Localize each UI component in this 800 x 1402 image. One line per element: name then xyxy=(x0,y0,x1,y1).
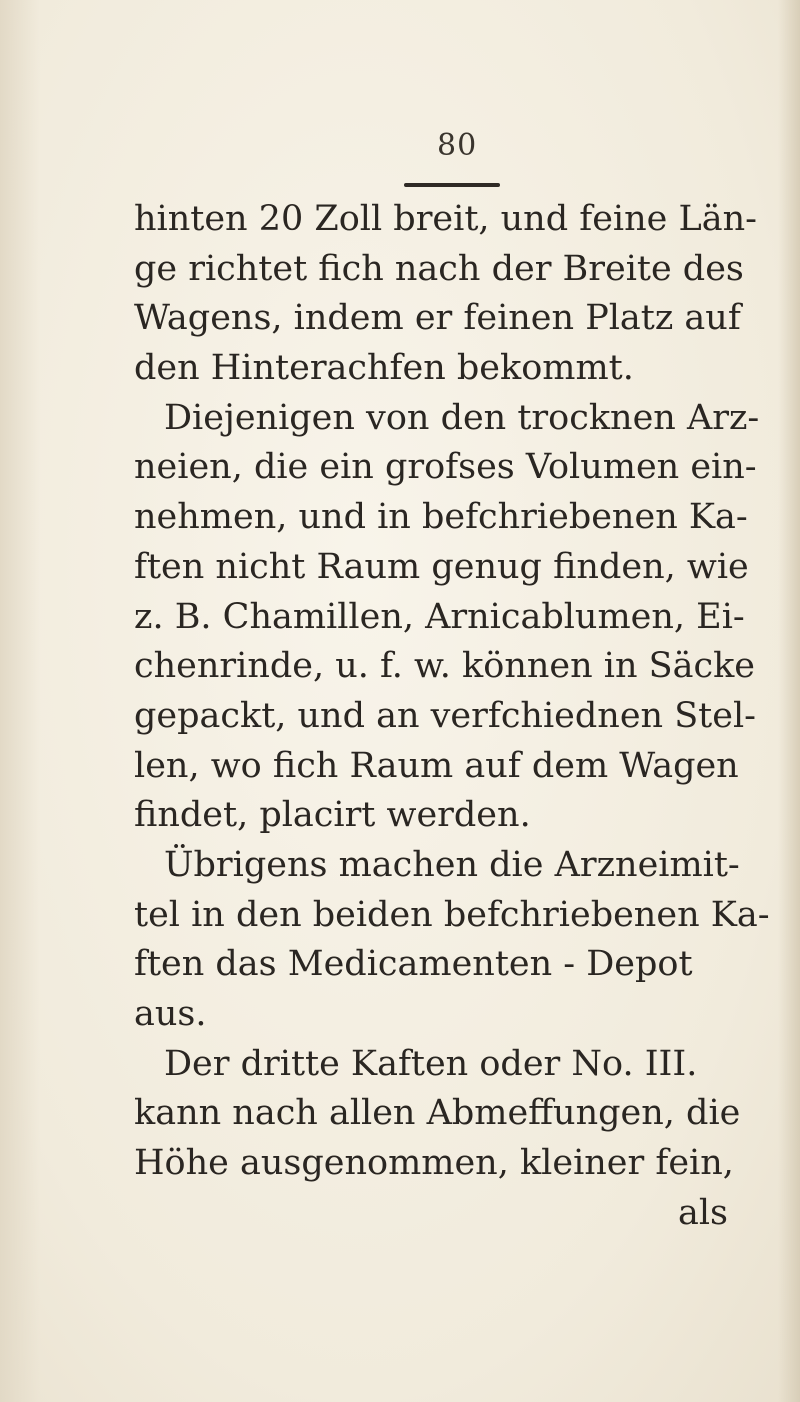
text-line: nehmen, und in befchriebenen Ka- xyxy=(134,497,748,538)
text-line: gepackt, und an verfchiednen Stel- xyxy=(134,695,756,736)
text-line: neien, die ein grofses Volumen ein- xyxy=(134,447,757,488)
text-line: Höhe ausgenommen, kleiner fein, xyxy=(134,1143,734,1184)
text-line: ften nicht Raum genug finden, wie xyxy=(134,546,749,587)
text-line: Wagens, indem er feinen Platz auf xyxy=(134,298,741,339)
text-line: den Hinterachfen bekommt. xyxy=(134,348,634,389)
text-line: tel in den beiden befchriebenen Ka- xyxy=(134,894,770,935)
text-line: kann nach allen Abmeffungen, die xyxy=(134,1093,741,1134)
text-line: z. B. Chamillen, Arnicablumen, Ei- xyxy=(134,596,745,637)
catchword: als xyxy=(677,1192,728,1233)
text-line: chenrinde, u. f. w. können in Säcke xyxy=(134,646,756,687)
text-line: aus. xyxy=(134,994,207,1034)
text-line: findet, placirt werden. xyxy=(134,795,531,836)
text-line: Übrigens machen die Arzneimit- xyxy=(164,844,740,885)
header-rule xyxy=(404,183,500,187)
page-number: 80 xyxy=(437,128,478,163)
body-text xyxy=(134,195,790,1238)
text-line: hinten 20 Zoll breit, und feine Län- xyxy=(134,199,757,239)
text-line: ge richtet fich nach der Breite des xyxy=(134,248,744,289)
page-edge-shadow-left xyxy=(0,0,40,1402)
text-line: len, wo fich Raum auf dem Wagen xyxy=(134,745,739,786)
text-line: ften das Medicamenten - Depot xyxy=(134,944,693,985)
text-line: Diejenigen von den trocknen Arz- xyxy=(164,397,760,438)
text-line: Der dritte Kaften oder No. III. xyxy=(164,1043,698,1084)
